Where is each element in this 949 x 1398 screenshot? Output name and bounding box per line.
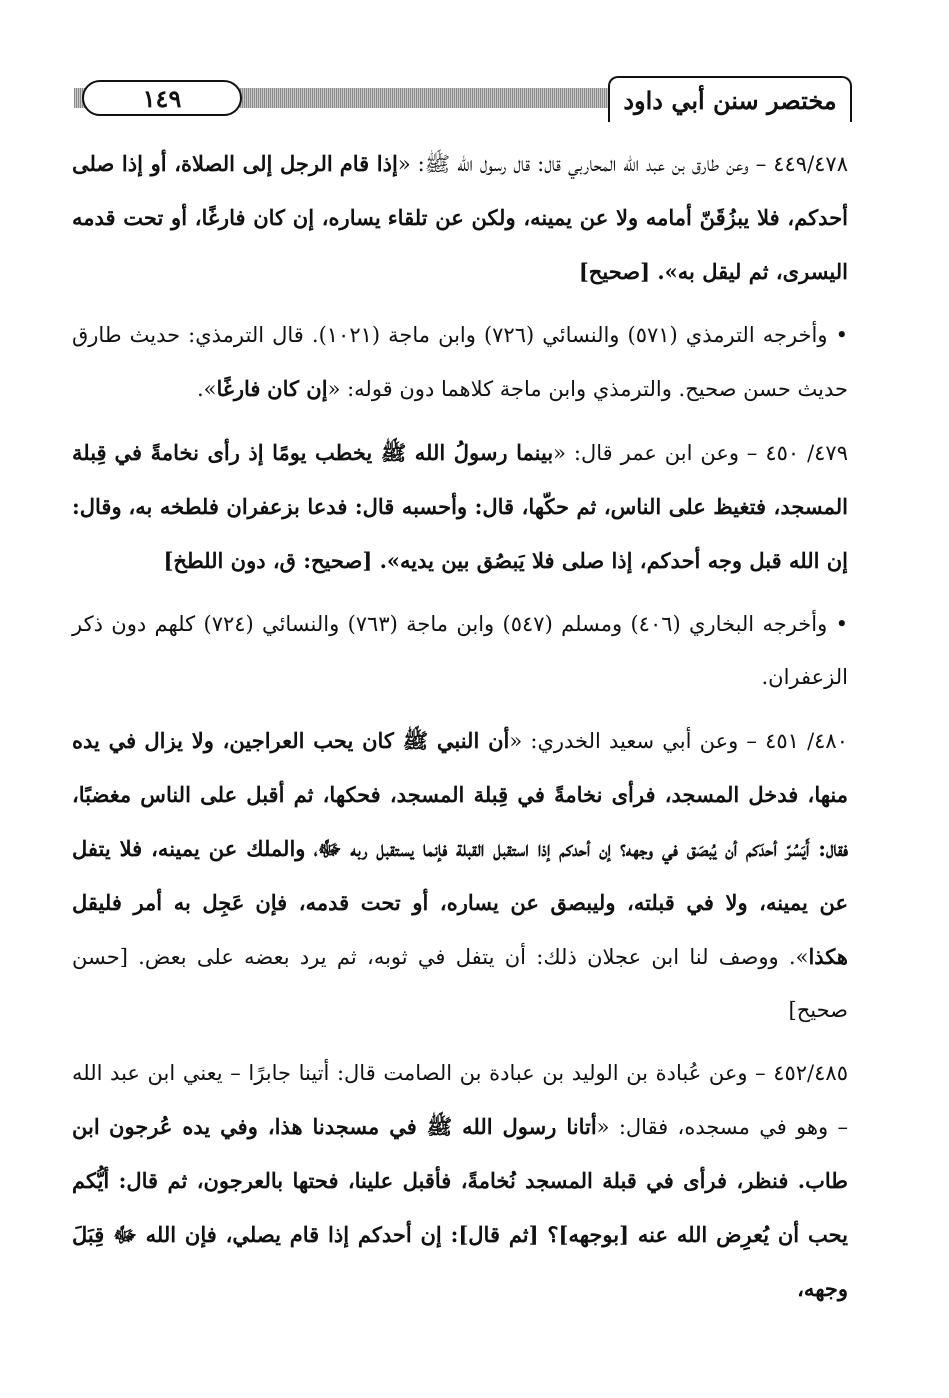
text-segment: ٤٨٠/ ٤٥١ – وعن أبي سعيد الخدري: « bbox=[509, 729, 848, 753]
text-segment: أن النبي ﷺ كان يحب العراجين، ولا يزال bbox=[144, 728, 510, 753]
text-segment: بعض. [حسن صحيح] bbox=[72, 945, 848, 1022]
text-segment: بينما رسولُ الله ﷺ يخطب يومًا إذ رأى نخامةً في bbox=[114, 440, 554, 465]
text-segment: الرجل إلى الصلاة، أو إذا صلى أحدكم، فلا يبزُقَنّ أمامه ولا عن يمينه، ولكن عن تلقاء bbox=[72, 151, 849, 230]
book-title: مختصر سنن أبي داود bbox=[608, 76, 852, 122]
page-number: ١٤٩ bbox=[82, 80, 242, 116]
text-segment: والملك عن يمينه، فلا يتفل عن يمينه، ولا في قبلته، وليبصق عن يساره، أو تحت قدمه، فإن bbox=[72, 836, 848, 915]
text-segment: ٤٤٩/٤٧٨ – وعن طارق بن عبد الله المحاربي قال: قال رسول الله ﷺ: « bbox=[397, 152, 848, 176]
takhrij-paragraph bbox=[72, 598, 848, 704]
text-segment: قِبلة المسجد، فتغيظ على الناس، ثم حكّها، قال: وأحسبه قال: فدعا بزعفران فلطخه به، bbox=[72, 440, 848, 519]
takhrij-paragraph bbox=[72, 309, 848, 416]
text-segment: إذا قام bbox=[339, 151, 398, 176]
text-segment: يحب أن يُعرِض الله عنه [بوجهه]؟ [ثم قال]: إن أحدكم إذا قام يصلي، فإن الله ﷻ قِبَلَ وجهه، bbox=[72, 1222, 848, 1301]
paragraph-gap bbox=[72, 416, 848, 426]
page-header bbox=[74, 76, 852, 126]
text-segment: أتانا رسول الله ﷺ في مسجدنا هذا، وفي يده عُرجون bbox=[109, 1114, 597, 1139]
text-segment: في يده منها، فدخل المسجد، فرأى نخامةً في قِبلة المسجد، فحكها، ثم أقبل على الناس مغضبًا، bbox=[72, 728, 848, 807]
hadith-paragraph bbox=[72, 1047, 848, 1316]
text-segment: ». bbox=[196, 377, 217, 401]
text-segment: • وأخرجه الترمذي (٥٧١) والنسائي (٧٢٦) وابن ماجة (١٠٢١). قال الترمذي: bbox=[188, 323, 848, 347]
paragraph-gap bbox=[72, 1037, 848, 1047]
hadith-paragraph bbox=[72, 137, 848, 299]
text-segment: ٤٧٩/ ٤٥٠ – وعن ابن عمر قال: « bbox=[553, 441, 848, 465]
text-segment: فقال: أَيَسُرّ أحدَكم أن يُبصَق في وجهه؟ إن أحدكم إذا استقبل القبلة فإنما يستقبل ربه ﷻ، bbox=[313, 836, 848, 861]
text-segment: إن كان bbox=[267, 376, 328, 401]
text-segment: كلهم دون ذكر الزعفران. bbox=[72, 612, 848, 689]
paragraph-gap bbox=[72, 588, 848, 598]
text-segment: حديث طارق حديث حسن صحيح. والترمذي وابن ماجة كلاهما دون قوله: « bbox=[72, 323, 848, 401]
paragraph-gap bbox=[72, 299, 848, 309]
paragraph-gap bbox=[72, 704, 848, 714]
text-segment: يساره، إن كان فارغًا، أو تحت قدمه اليسرى، ثم ليقل به». [صحيح] bbox=[72, 205, 848, 284]
text-segment: ابن عبد الله – وهو في مسجده، فقال: « bbox=[72, 1061, 848, 1139]
text-segment: ابن طاب. فنظر، فرأى في قبلة المسجد نُخامةً، فأقبل علينا، فحتها بالعرجون، ثم قال: أيُّكم bbox=[72, 1114, 848, 1193]
hadith-paragraph bbox=[72, 426, 848, 588]
text-segment: ٤٥٢/٤٨٥ – وعن عُبادة بن الوليد بن عبادة بن الصامت قال: أتينا جابرًا – يعني bbox=[182, 1061, 848, 1085]
text-segment: فارغًا bbox=[216, 376, 261, 401]
text-segment: وقال: إن الله قبل وجه أحدكم، إذا صلى فلا يَبصُق بين يديه». [صحيح: ق، دون اللطخ] bbox=[72, 494, 848, 573]
hadith-paragraph bbox=[72, 714, 848, 1037]
text-segment: ». ووصف لنا ابن عجلان ذلك: أن يتفل في ثوبه، ثم يرد بعضه على bbox=[196, 945, 809, 969]
text-segment: عَجِل به أمر فليقل هكذا bbox=[72, 890, 848, 969]
text-segment: • وأخرجه البخاري (٤٠٦) ومسلم (٥٤٧) وابن ماجة (٧٦٣) والنسائي (٧٢٤) bbox=[203, 612, 848, 636]
page-body bbox=[72, 137, 848, 1316]
